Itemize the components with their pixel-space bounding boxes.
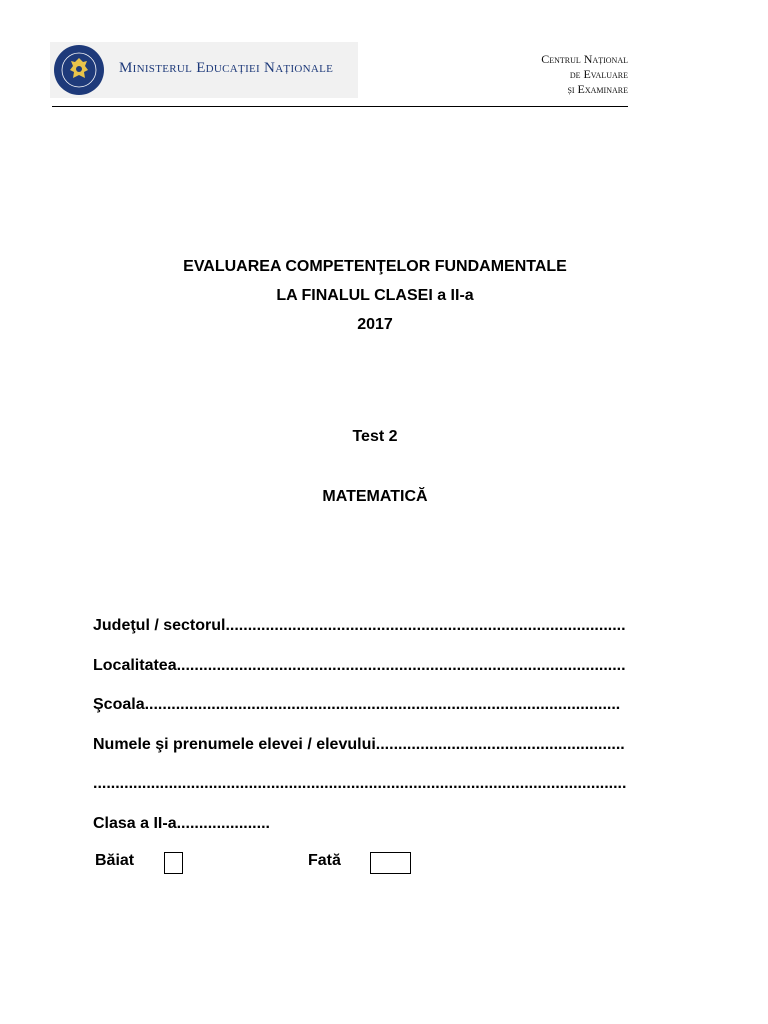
center-line: Centrul Național bbox=[541, 52, 628, 66]
title-line: LA FINALUL CLASEI a II-a bbox=[276, 287, 474, 304]
boy-label: Băiat bbox=[95, 852, 135, 869]
title-year: 2017 bbox=[357, 316, 393, 333]
locality-field[interactable]: Localitatea..................................................................................................... bbox=[93, 656, 626, 674]
class-field[interactable]: Clasa a II-a..................... bbox=[93, 814, 270, 832]
county-field[interactable]: Judeţul / sectorul.......................................................................................... bbox=[93, 617, 626, 634]
exam-title bbox=[0, 252, 750, 339]
title-line: EVALUAREA COMPETENŢELOR FUNDAMENTALE bbox=[183, 258, 567, 275]
header-divider bbox=[52, 106, 628, 107]
test-number: Test 2 bbox=[352, 428, 398, 445]
center-line: de Evaluare bbox=[569, 67, 628, 81]
student-name-field[interactable]: Numele şi prenumele elevei / elevului........................................................ bbox=[93, 735, 625, 753]
government-seal-icon bbox=[53, 44, 105, 96]
boy-checkbox[interactable] bbox=[164, 852, 183, 874]
student-name-continuation-field[interactable]: ........................................................................................................................ bbox=[93, 775, 627, 792]
ministry-name: Ministerul Educației Naționale bbox=[119, 60, 334, 76]
subject-title: MATEMATICĂ bbox=[322, 488, 428, 505]
student-info-form bbox=[93, 617, 703, 854]
girl-label: Fată bbox=[308, 852, 341, 869]
school-field[interactable]: Şcoala........................................................................................................... bbox=[93, 696, 621, 713]
evaluation-center-name bbox=[541, 52, 628, 97]
document-header bbox=[0, 0, 768, 110]
center-line: și Examinare bbox=[567, 82, 628, 96]
girl-checkbox[interactable] bbox=[370, 852, 411, 874]
